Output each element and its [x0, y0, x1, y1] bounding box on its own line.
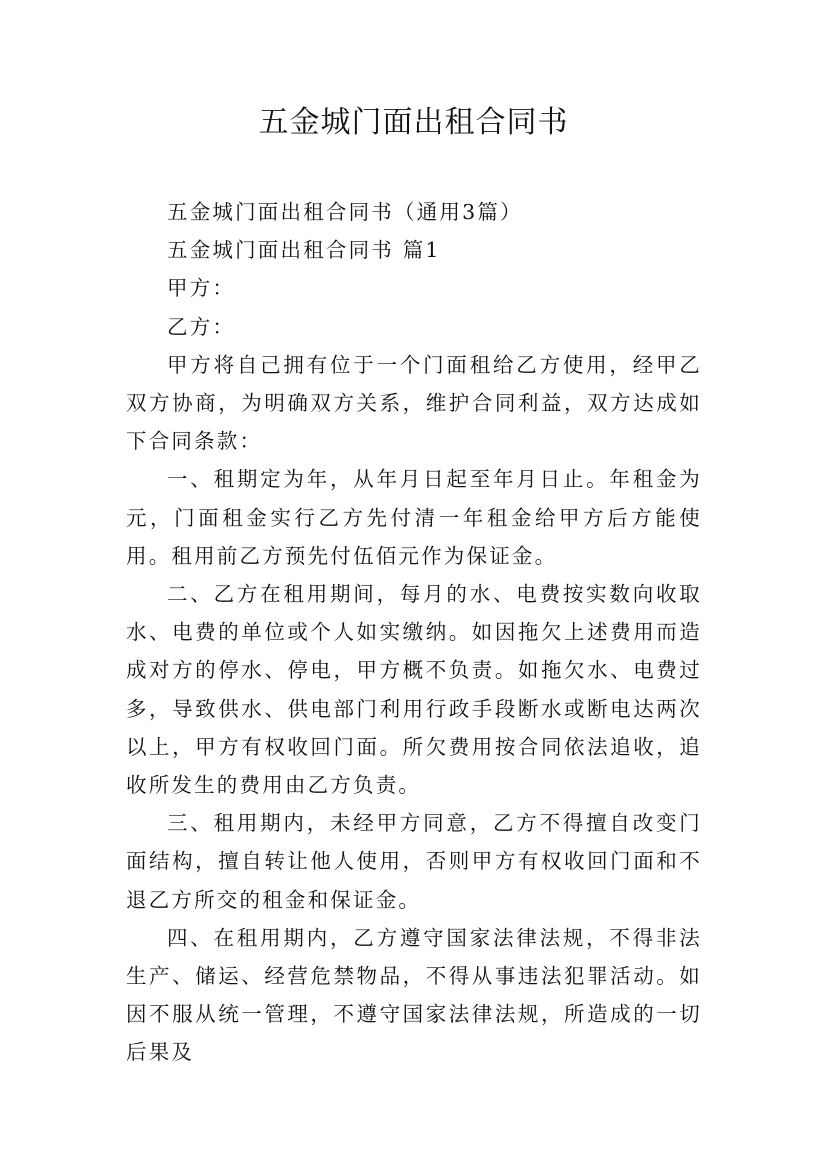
paragraph-subtitle: 五金城门面出租合同书（通用3篇） [167, 200, 523, 224]
document-title: 五金城门面出租合同书 [258, 105, 569, 140]
paragraph-party-b: 乙方： [167, 314, 236, 339]
paragraph-clause-2: 二、乙方在租用期间，每月的水、电费按实数向收取水、电费的单位或个人如实缴纳。如因拖欠上述费用而造成对方的停水、停电，甲方概不负责。如拖欠水、电费过多，导致供水、供电部门利用行政手段断水或断电达两次以上，甲方有权收回门面。所欠费用按合同依法追收，追收所发生的费用由乙方负责。 [126, 582, 702, 798]
paragraph-party-a: 甲方： [167, 276, 236, 301]
paragraph-clause-4: 四、在租用期内，乙方遵守国家法律法规，不得非法生产、储运、经营危禁物品，不得从事违法犯罪活动。如因不服从统一管理，不遵守国家法律法规，所造成的一切后果及 [126, 925, 702, 1065]
document-body [126, 193, 702, 1072]
paragraph-section-heading: 五金城门面出租合同书 篇1 [167, 238, 441, 263]
paragraph-clause-3: 三、租用期内，未经甲方同意，乙方不得擅自改变门面结构，擅自转让他人使用，否则甲方有权收回门面和不退乙方所交的租金和保证金。 [126, 811, 702, 912]
paragraph-intro: 甲方将自己拥有位于一个门面租给乙方使用，经甲乙双方协商，为明确双方关系，维护合同利益，双方达成如下合同条款： [126, 352, 702, 454]
paragraph-clause-1: 一、租期定为年，从年月日起至年月日止。年租金为元，门面租金实行乙方先付清一年租金给甲方后方能使用。租用前乙方预先付伍佰元作为保证金。 [126, 467, 702, 568]
